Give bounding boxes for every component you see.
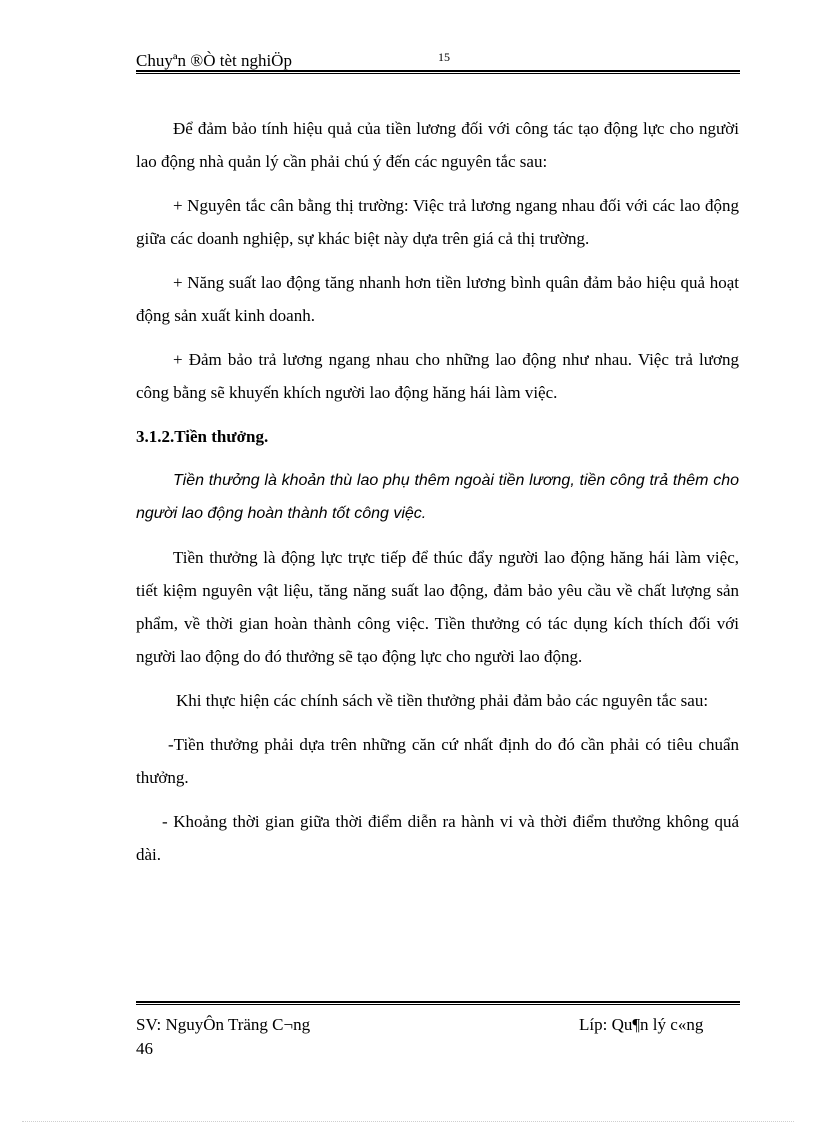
paragraph: Khi thực hiện các chính sách về tiền thưởng phải đảm bảo các nguyên tắc sau: [176, 691, 709, 710]
paragraph: Để đảm bảo tính hiệu quả của tiền lương đối với công tác tạo động lực cho người lao động nhà quản lý cần phải chú ý đến các nguyên tắc sau: [136, 119, 739, 171]
document-body [136, 112, 739, 882]
header-rule [136, 70, 740, 74]
footer-rule [136, 1001, 740, 1005]
paragraph: + Nguyên tắc cân bằng thị trường: Việc trả lương ngang nhau đối với các lao động giữa các doanh nghiệp, sự khác biệt này dựa trên giá cả thị trường. [136, 196, 739, 248]
section-heading: 3.1.2.Tiền thưởng. [136, 427, 269, 446]
paragraph: - Khoảng thời gian giữa thời điểm diễn ra hành vi và thời điểm thưởng không quá dài. [136, 812, 739, 864]
paragraph: -Tiền thưởng phải dựa trên những căn cứ nhất định do đó cần phải có tiêu chuẩn thưởng. [136, 735, 739, 787]
paragraph: + Đảm bảo trả lương ngang nhau cho những lao động như nhau. Việc trả lương công bằng sẽ khuyến khích người lao động hăng hái làm việc. [136, 350, 739, 402]
paragraph: + Năng suất lao động tăng nhanh hơn tiền lương bình quân đảm bảo hiệu quả hoạt động sản xuất kinh doanh. [136, 273, 739, 325]
definition-paragraph: Tiền thưởng là khoản thù lao phụ thêm ngoài tiền lương, tiền công trả thêm cho người lao động hoàn thành tốt công việc. [136, 472, 739, 522]
footer-student-number: 46 [136, 1039, 153, 1058]
footer-student-name: SV: NguyÔn Träng C¬ng [136, 1015, 311, 1034]
header-page-number: 15 [438, 50, 450, 64]
paragraph: Tiền thưởng là động lực trực tiếp để thúc đẩy người lao động hăng hái làm việc, tiết kiệm nguyên vật liệu, tăng năng suất lao động, đảm bảo yêu cầu về chất lượng sản phẩm, về thời gian hoàn thành công việc. Tiền thưởng có tác dụng kích thích đối với người lao động do đó thưởng sẽ tạo động lực cho người lao động. [136, 548, 739, 666]
footer-class: Líp: Qu¶n lý c«ng [579, 1015, 704, 1034]
footer-student [136, 1013, 310, 1061]
page-edge [22, 1121, 794, 1122]
header-title: Chuyªn ®Ò tèt nghiÖp [136, 51, 292, 70]
